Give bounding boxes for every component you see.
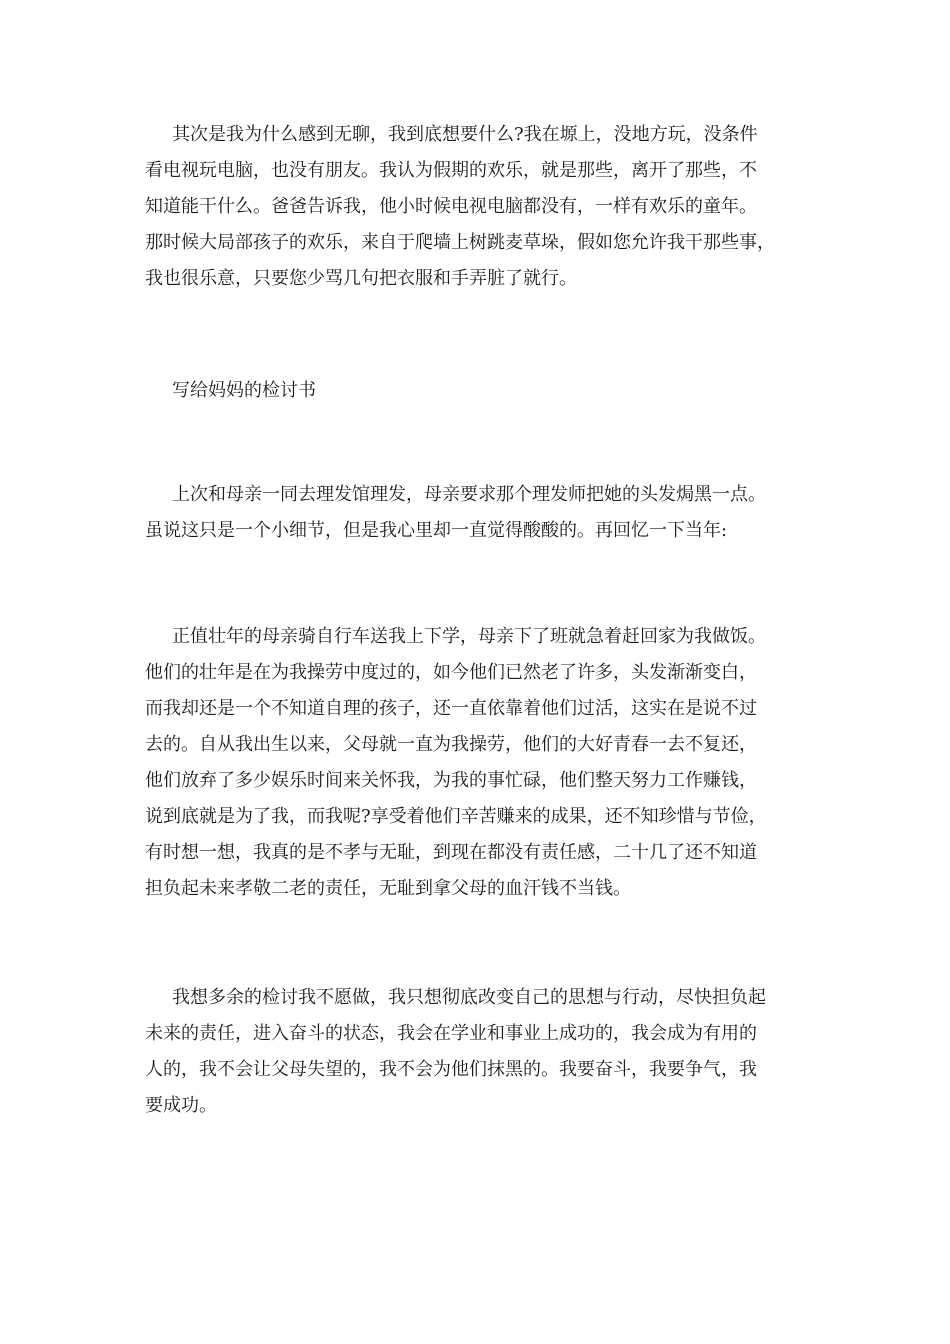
paragraph-line: 上次和母亲一同去理发馆理发，母亲要求那个理发师把她的头发焗黑一点。 — [172, 484, 766, 505]
paragraph-2 — [0, 477, 766, 549]
paragraph-line: 去的。自从我出生以来，父母就一直为我操劳，他们的大好青春一去不复还， — [145, 734, 757, 755]
paragraph-line: 人的，我不会让父母失望的，我不会为他们抹黑的。我要奋斗，我要争气，我 — [145, 1059, 757, 1080]
paragraph-line: 其次是我为什么感到无聊，我到底想要什么?我在塬上，没地方玩，没条件 — [172, 124, 758, 145]
paragraph-line: 知道能干什么。爸爸告诉我，他小时候电视电脑都没有，一样有欢乐的童年。 — [145, 196, 757, 217]
paragraph-line: 要成功。 — [145, 1095, 217, 1116]
paragraph-4 — [0, 980, 766, 1124]
paragraph-line: 我想多余的检讨我不愿做，我只想彻底改变自己的思想与行动，尽快担负起 — [172, 987, 766, 1008]
paragraph-line: 担负起未来孝敬二老的责任，无耻到拿父母的血汗钱不当钱。 — [145, 878, 631, 899]
paragraph-line: 我也很乐意，只要您少骂几句把衣服和手弄脏了就行。 — [145, 268, 577, 289]
paragraph-line: 有时想一想，我真的是不孝与无耻，到现在都没有责任感，二十几了还不知道 — [145, 842, 757, 863]
paragraph-3 — [0, 619, 767, 907]
paragraph-line: 正值壮年的母亲骑自行车送我上下学，母亲下了班就急着赶回家为我做饭。 — [172, 626, 766, 647]
paragraph-line: 他们的壮年是在为我操劳中度过的，如今他们已然老了许多，头发渐渐变白， — [145, 662, 757, 683]
paragraph-line: 那时候大局部孩子的欢乐，来自于爬墙上树跳麦草垛，假如您允许我干那些事， — [145, 232, 775, 253]
paragraph-line: 看电视玩电脑，也没有朋友。我认为假期的欢乐，就是那些，离开了那些，不 — [145, 160, 757, 181]
paragraph-line: 而我却还是一个不知道自理的孩子，还一直依靠着他们过活，这实在是说不过 — [145, 698, 757, 719]
paragraph-line: 他们放弃了多少娱乐时间来关怀我，为我的事忙碌，他们整天努力工作赚钱， — [145, 770, 757, 791]
paragraph-line: 虽说这只是一个小细节，但是我心里却一直觉得酸酸的。再回忆一下当年: — [145, 520, 728, 541]
page-title: 写给妈妈的检讨书 — [172, 380, 316, 401]
paragraph-line: 未来的责任，进入奋斗的状态，我会在学业和事业上成功的，我会成为有用的 — [145, 1023, 757, 1044]
paragraph-line: 说到底就是为了我，而我呢?享受着他们辛苦赚来的成果，还不知珍惜与节俭， — [145, 806, 767, 827]
paragraph-1 — [0, 117, 775, 297]
